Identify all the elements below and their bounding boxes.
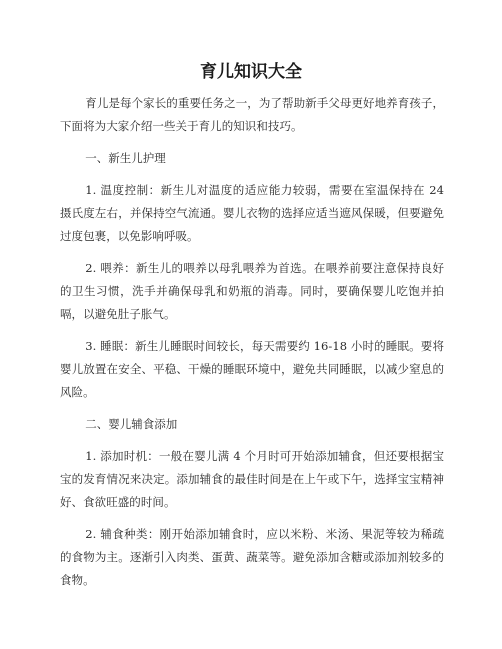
food-item-types: 2. 辅食种类：刚开始添加辅食时，应以米粉、米汤、果泥等较为稀疏的食物为主。逐渐引入肉类、蛋黄、蔬菜等。避免添加含糖或添加剂较多的食物。	[60, 527, 444, 587]
newborn-item-sleep: 3. 睡眠：新生儿睡眠时间较长，每天需要约 16-18 小时的睡眠。要将婴儿放置在安全、平稳、干燥的睡眠环境中，避免共同睡眠，以减少窒息的风险。	[60, 339, 444, 399]
food-item-timing: 1. 添加时机：一般在婴儿满 4 个月时可开始添加辅食，但还要根据宝宝的发育情况来决定。添加辅食的最佳时间是在上午或下午，选择宝宝精神好、食欲旺盛的时间。	[60, 449, 444, 509]
newborn-item-feeding: 2. 喂养：新生儿的喂养以母乳喂养为首选。在喂养前要注意保持良好的卫生习惯，洗手并确保母乳和奶瓶的消毒。同时，要确保婴儿吃饱并拍嗝，以避免肚子胀气。	[60, 261, 444, 321]
newborn-item-temperature: 1. 温度控制：新生儿对温度的适应能力较弱，需要在室温保持在 24 摄氏度左右，并保持空气流通。婴儿衣物的选择应适当遮风保暖，但要避免过度包裹，以免影响呼吸。	[60, 183, 444, 243]
section-heading-complementary-food: 二、婴儿辅食添加	[85, 417, 178, 431]
document-body	[60, 92, 444, 592]
section-heading-newborn-care: 一、新生儿护理	[85, 151, 166, 165]
document-title: 育儿知识大全	[200, 62, 302, 82]
intro-paragraph: 育儿是每个家长的重要任务之一，为了帮助新手父母更好地养育孩子，下面将为大家介绍一些关于育儿的知识和技巧。	[60, 96, 444, 133]
